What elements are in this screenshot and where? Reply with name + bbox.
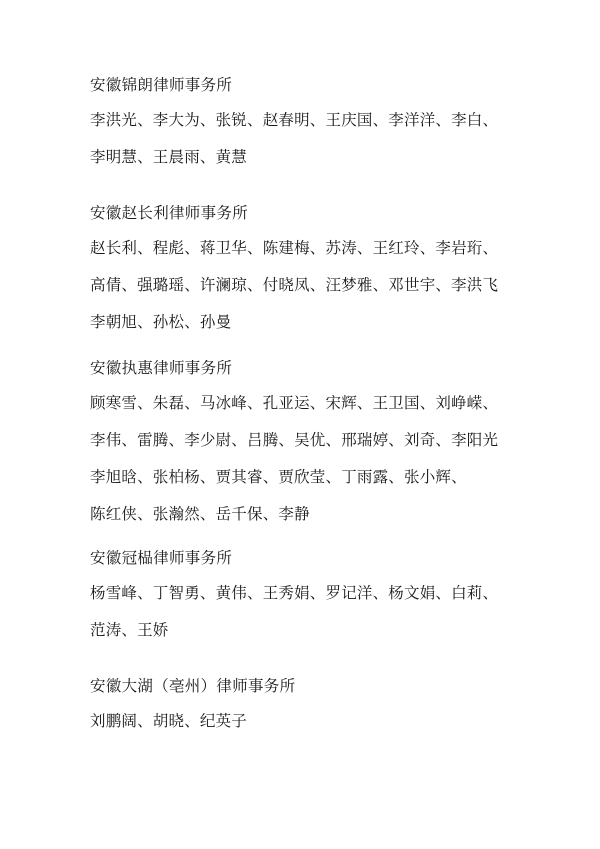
lawyer-names-line: 高倩、强璐瑶、许澜琼、付晓凤、汪梦雅、邓世宇、李洪飞 [90, 276, 499, 294]
firm-name: 安徽大湖（亳州）律师事务所 [90, 677, 296, 695]
firm-section-jinlang [90, 75, 560, 167]
lawyer-names-line: 李朝旭、孙松、孙曼 [90, 313, 232, 331]
lawyer-list [90, 711, 560, 731]
lawyer-names-line: 李伟、雷腾、李少尉、吕腾、吴优、邢瑞婷、刘奇、李阳光 [90, 431, 499, 449]
lawyer-list [90, 110, 560, 167]
firm-section-dahu-bozhou [90, 676, 560, 731]
lawyer-names-line: 杨雪峰、丁智勇、黄伟、王秀娟、罗记洋、杨文娟、白莉、 [90, 584, 499, 602]
lawyer-names-line: 李明慧、王晨雨、黄慧 [90, 148, 248, 166]
lawyer-names-line: 赵长利、程彪、蒋卫华、陈建梅、苏涛、王红玲、李岩珩、 [90, 239, 499, 257]
lawyer-names-line: 李洪光、李大为、张锐、赵春明、王庆国、李洋洋、李白、 [90, 111, 499, 129]
lawyer-list [90, 238, 560, 332]
firm-name: 安徽执惠律师事务所 [90, 359, 233, 377]
firm-section-guanpin [90, 548, 560, 640]
lawyer-names-line: 范涛、王娇 [90, 621, 169, 639]
firm-name: 安徽赵长利律师事务所 [90, 204, 249, 222]
firm-section-zhaochangli [90, 203, 560, 332]
lawyer-names-line: 陈红侠、张瀚然、岳千保、李静 [90, 505, 310, 523]
lawyer-names-line: 李旭晗、张柏杨、贾其睿、贾欣莹、丁雨露、张小辉、 [90, 468, 467, 486]
lawyer-list [90, 583, 560, 640]
lawyer-list [90, 393, 560, 524]
firm-section-zhihui [90, 358, 560, 524]
lawyer-names-line: 刘鹏阔、胡晓、纪英子 [90, 712, 248, 730]
firm-name: 安徽锦朗律师事务所 [90, 76, 233, 94]
firm-name: 安徽冠榀律师事务所 [90, 549, 233, 567]
lawyer-names-line: 顾寒雪、朱磊、马冰峰、孔亚运、宋辉、王卫国、刘峥嵘、 [90, 394, 499, 412]
